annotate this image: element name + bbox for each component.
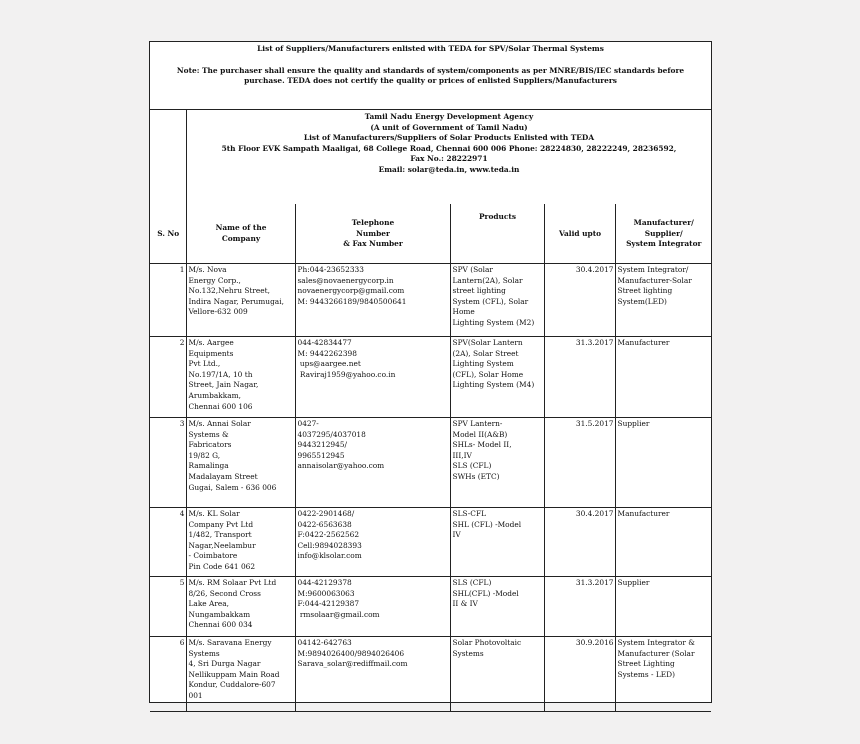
cell-sno: 4 xyxy=(150,508,186,577)
cell-telephone-line: 0422-6563638 xyxy=(297,519,352,529)
cell-products-line: Lighting System xyxy=(452,359,514,369)
cell-valid-upto: 31.3.2017 xyxy=(544,577,615,637)
cell-products xyxy=(450,337,544,418)
cell-telephone-line: 9965512945 xyxy=(297,450,345,460)
cell-company-name-line: Street, Jain Nagar, xyxy=(188,380,259,390)
cell-company-name-line: M/s. RM Solaar Pvt Ltd xyxy=(188,578,277,587)
cell-telephone xyxy=(295,264,450,337)
cell-products xyxy=(450,264,544,337)
cell-company-name-line: Nungambakkam xyxy=(188,609,251,619)
cell-supplier-type-line: Systems - LED) xyxy=(617,669,675,679)
table-row xyxy=(150,637,711,712)
cell-telephone-line: 9443212945/ xyxy=(297,440,348,450)
cell-products-line: SPV(Solar Lantern xyxy=(452,338,523,347)
cell-supplier-type-line: Manufacturer (Solar xyxy=(617,648,695,658)
cell-products-line: SLS-CFL xyxy=(452,509,486,518)
cell-telephone xyxy=(295,637,450,712)
cell-telephone-line: info@klsolar.com xyxy=(297,551,362,561)
header-products: Products xyxy=(450,204,544,264)
cell-company-name-line: M/s. Saravana Energy xyxy=(188,638,272,647)
org-list-title: List of Manufacturers/Suppliers of Solar Products Enlisted with TEDA xyxy=(303,133,595,143)
cell-products-line: SLS (CFL) xyxy=(452,461,492,471)
cell-supplier-type-line: Supplier xyxy=(617,419,650,428)
table-row xyxy=(150,577,711,637)
cell-supplier-type-line: Manufacturer-Solar xyxy=(617,275,692,285)
cell-company-name-line: Gugai, Salem - 636 006 xyxy=(188,482,277,492)
cell-products-line: Lighting System (M4) xyxy=(452,380,535,390)
cell-products-line: System (CFL), Solar xyxy=(452,296,529,306)
cell-products-line: IV xyxy=(452,530,461,540)
cell-telephone-line: M:9894026400/9894026406 xyxy=(297,648,405,658)
cell-company-name-line: M/s. Aargee xyxy=(188,338,234,347)
cell-company-name-line: - Coimbatore xyxy=(188,551,238,561)
cell-company-name-line: 4, Sri Durga Nagar xyxy=(188,659,261,669)
cell-supplier-type-line: Street Lighting xyxy=(617,659,675,669)
cell-company-name-line: Arumbakkam, xyxy=(188,390,241,400)
cell-valid-upto: 30.4.2017 xyxy=(544,508,615,577)
notice-title: List of Suppliers/Manufacturers enlisted with TEDA for SPV/Solar Thermal Systems xyxy=(257,44,604,53)
cell-products-line: (CFL), Solar Home xyxy=(452,369,524,379)
table-row xyxy=(150,264,711,337)
cell-telephone xyxy=(295,508,450,577)
cell-sno: 5 xyxy=(150,577,186,637)
cell-telephone-line: M: 9443266189/9840500641 xyxy=(297,296,407,306)
cell-telephone-line: annaisolar@yahoo.com xyxy=(297,461,385,471)
cell-company-name-line: Equipments xyxy=(188,348,234,358)
cell-telephone-line: 0427- xyxy=(297,419,319,428)
cell-company-name-line: Lake Area, xyxy=(188,599,230,609)
org-fax: Fax No.: 28222971 xyxy=(410,154,488,164)
cell-products-line: II & IV xyxy=(452,599,478,609)
header-company-name: Name of the Company xyxy=(186,204,295,264)
cell-company-name-line: Chennai 600 106 xyxy=(188,401,253,411)
cell-supplier-type-line: Manufacturer xyxy=(617,338,670,347)
cell-products-line: SHLs- Model II, xyxy=(452,440,512,450)
cell-company-name xyxy=(186,264,295,337)
cell-supplier-type-line: Street lighting xyxy=(617,286,673,296)
cell-products-line: Solar Photovoltaic xyxy=(452,638,522,647)
cell-supplier-type xyxy=(615,637,711,712)
cell-products-line: Home xyxy=(452,307,475,317)
cell-supplier-type-line: System Integrator/ xyxy=(617,265,689,274)
cell-company-name xyxy=(186,337,295,418)
cell-company-name-line: M/s. Annai Solar xyxy=(188,419,251,428)
org-subtitle: (A unit of Government of Tamil Nadu) xyxy=(370,122,528,132)
cell-company-name-line: Kondur, Cuddalore-607 xyxy=(188,680,276,690)
cell-telephone-line: M: 9442262398 xyxy=(297,348,357,358)
cell-telephone-line: Ph:044-23652333 xyxy=(297,265,364,274)
cell-telephone-line: rmsolaar@gmail.com xyxy=(297,609,380,619)
cell-telephone-line: 4037295/4037018 xyxy=(297,429,366,439)
cell-telephone-line: Sarava_solar@rediffmail.com xyxy=(297,659,408,669)
cell-products-line: SLS (CFL) xyxy=(452,578,492,587)
cell-products xyxy=(450,508,544,577)
cell-products-line: III,IV xyxy=(452,450,472,460)
header-telephone: Telephone Number & Fax Number xyxy=(295,204,450,264)
header-valid-upto: Valid upto xyxy=(544,204,615,264)
cell-telephone-line: M:9600063063 xyxy=(297,588,355,598)
cell-products-line: Systems xyxy=(452,648,484,658)
cell-valid-upto: 31.3.2017 xyxy=(544,337,615,418)
cell-company-name-line: 19/82 G, xyxy=(188,450,221,460)
cell-telephone-line: Cell:9894028393 xyxy=(297,540,362,550)
org-address: 5th Floor EVK Sampath Maaligai, 68 College Road, Chennai 600 006 Phone: 28224830, 28222249, 28236592, xyxy=(221,143,677,153)
org-email: Email: solar@teda.in, www.teda.in xyxy=(378,164,520,174)
header-sno: S. No xyxy=(150,204,186,264)
cell-company-name-line: Company Pvt Ltd xyxy=(188,519,254,529)
organization-header xyxy=(186,110,711,205)
table-row xyxy=(150,337,711,418)
cell-company-name-line: Vellore-632 009 xyxy=(188,307,248,317)
cell-telephone-line: sales@novaenergycorp.in xyxy=(297,275,394,285)
cell-telephone-line: 044-42834477 xyxy=(297,338,352,347)
cell-supplier-type-line: System Integrator & xyxy=(617,638,695,647)
table-row xyxy=(150,508,711,577)
notice-block xyxy=(150,42,711,110)
cell-company-name-line: Pvt Ltd., xyxy=(188,359,221,369)
header-supplier-type: Manufacturer/ Supplier/ System Integrator xyxy=(615,204,711,264)
cell-sno: 2 xyxy=(150,337,186,418)
cell-company-name-line: Systems & xyxy=(188,429,229,439)
cell-valid-upto: 31.5.2017 xyxy=(544,418,615,508)
org-left-strip xyxy=(150,110,186,205)
table-row xyxy=(150,418,711,508)
cell-company-name-line: Nellikuppam Main Road xyxy=(188,669,280,679)
cell-telephone-line: F:0422-2562562 xyxy=(297,530,360,540)
cell-products-line: SHL(CFL) -Model xyxy=(452,588,519,598)
cell-company-name-line: Chennai 600 034 xyxy=(188,620,253,630)
cell-supplier-type xyxy=(615,508,711,577)
cell-company-name-line: Indira Nagar, Perumugai, xyxy=(188,296,284,306)
cell-telephone xyxy=(295,577,450,637)
document-page xyxy=(149,41,712,703)
cell-supplier-type xyxy=(615,337,711,418)
cell-company-name-line: 001 xyxy=(188,690,203,700)
cell-company-name-line: M/s. Nova xyxy=(188,265,227,274)
cell-company-name-line: Ramalinga xyxy=(188,461,229,471)
cell-products xyxy=(450,637,544,712)
cell-valid-upto: 30.4.2017 xyxy=(544,264,615,337)
cell-telephone-line: 04142-642763 xyxy=(297,638,352,647)
cell-company-name-line: No.197/1A, 10 th xyxy=(188,369,253,379)
cell-products-line: SPV Lantern- xyxy=(452,419,503,428)
cell-telephone-line: F:044-42129387 xyxy=(297,599,360,609)
cell-products-line: SHL (CFL) -Model xyxy=(452,519,522,529)
cell-supplier-type xyxy=(615,264,711,337)
cell-company-name xyxy=(186,577,295,637)
org-name: Tamil Nadu Energy Development Agency xyxy=(364,112,534,121)
cell-supplier-type-line: Supplier xyxy=(617,578,650,587)
cell-company-name-line: 8/26, Second Cross xyxy=(188,588,261,598)
supplier-table xyxy=(150,204,711,712)
cell-company-name xyxy=(186,637,295,712)
cell-telephone-line: Raviraj1959@yahoo.co.in xyxy=(297,369,396,379)
cell-company-name-line: M/s. KL Solar xyxy=(188,509,240,518)
notice-note: Note: The purchaser shall ensure the quality and standards of system/components as per MNRE/BIS/IEC standards before purchase. TEDA does not certify the quality or prices of enlisted Suppliers/Manufacturers xyxy=(176,65,685,86)
cell-company-name-line: Systems xyxy=(188,648,220,658)
cell-supplier-type-line: System(LED) xyxy=(617,296,667,306)
cell-products xyxy=(450,418,544,508)
cell-sno: 6 xyxy=(150,637,186,712)
cell-products-line: SWHs (ETC) xyxy=(452,471,500,481)
table-header-row xyxy=(150,204,711,264)
cell-company-name-line: Fabricators xyxy=(188,440,232,450)
cell-company-name-line: Energy Corp., xyxy=(188,275,241,285)
cell-supplier-type xyxy=(615,577,711,637)
cell-company-name xyxy=(186,418,295,508)
cell-sno: 3 xyxy=(150,418,186,508)
cell-sno: 1 xyxy=(150,264,186,337)
cell-telephone-line: novaenergycorp@gmail.com xyxy=(297,286,405,296)
cell-company-name-line: Madalayam Street xyxy=(188,471,258,481)
cell-products xyxy=(450,577,544,637)
cell-products-line: SPV (Solar xyxy=(452,265,493,274)
cell-telephone xyxy=(295,337,450,418)
cell-supplier-type-line: Manufacturer xyxy=(617,509,670,518)
cell-products-line: street lighting xyxy=(452,286,506,296)
cell-products-line: (2A), Solar Street xyxy=(452,348,519,358)
cell-company-name-line: Pin Code 641 062 xyxy=(188,561,256,571)
cell-telephone-line: ups@aargee.net xyxy=(297,359,361,369)
cell-company-name-line: 1/482, Transport xyxy=(188,530,252,540)
cell-products-line: Lantern(2A), Solar xyxy=(452,275,523,285)
cell-supplier-type xyxy=(615,418,711,508)
cell-products-line: Lighting System (M2) xyxy=(452,317,535,327)
cell-valid-upto: 30.9.2016 xyxy=(544,637,615,712)
cell-company-name xyxy=(186,508,295,577)
cell-company-name-line: Nagar,Neelambur xyxy=(188,540,256,550)
cell-telephone-line: 044-42129378 xyxy=(297,578,352,587)
cell-telephone xyxy=(295,418,450,508)
cell-products-line: Model II(A&B) xyxy=(452,429,508,439)
cell-company-name-line: No.132,Nehru Street, xyxy=(188,286,270,296)
cell-telephone-line: 0422-2901468/ xyxy=(297,509,355,518)
